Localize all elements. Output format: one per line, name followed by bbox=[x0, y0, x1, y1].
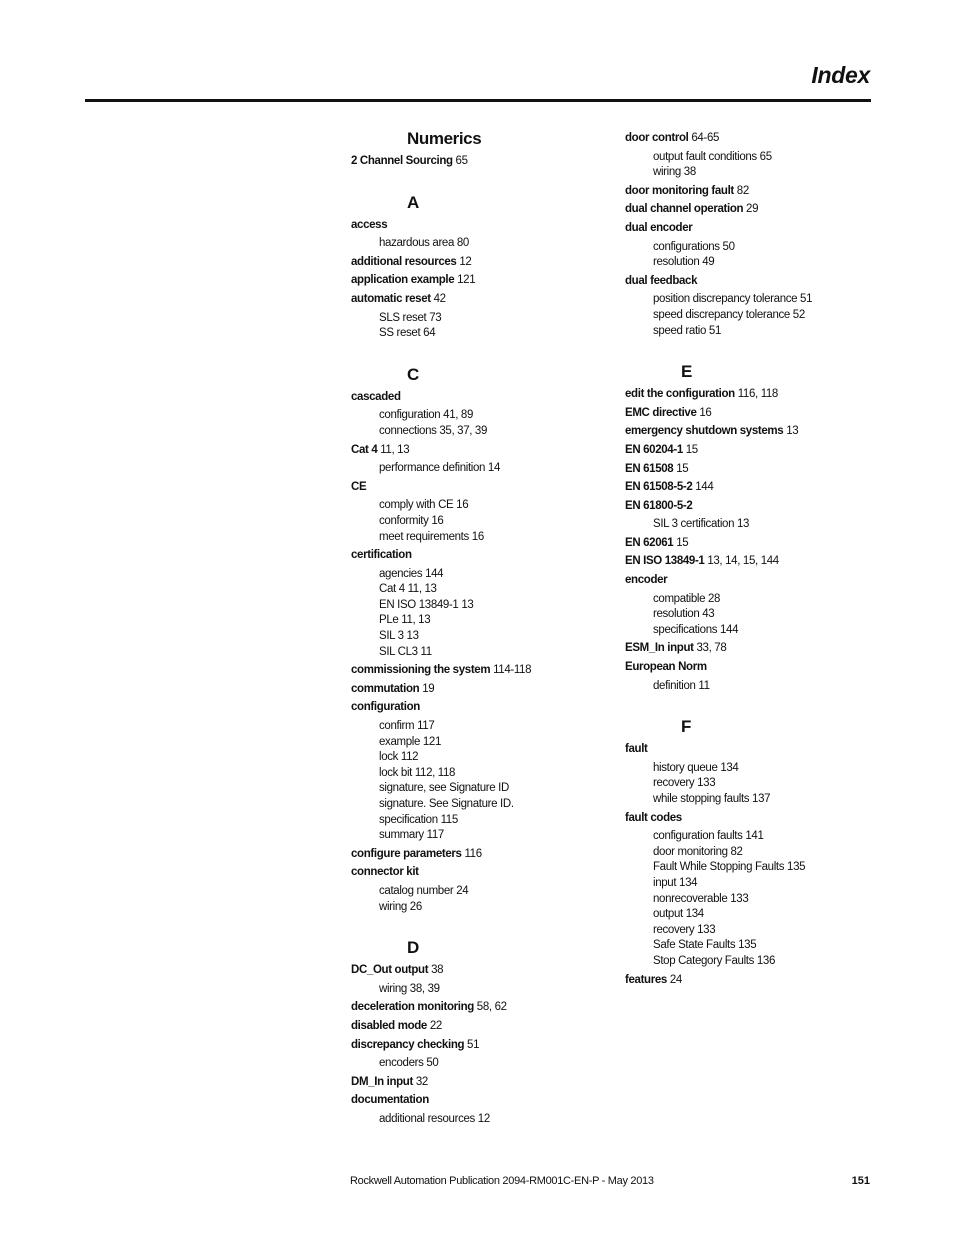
footer-page-number: 151 bbox=[851, 1175, 870, 1187]
index-section bbox=[625, 361, 885, 694]
section-heading: F bbox=[681, 717, 691, 737]
index-pages: 116 bbox=[464, 847, 482, 860]
index-term: dual channel operation bbox=[625, 203, 744, 216]
index-entry bbox=[625, 973, 885, 989]
index-subentry: EN ISO 13849-1 13 bbox=[379, 598, 474, 611]
index-subentry: wiring 38 bbox=[653, 166, 696, 179]
footer-publication: Rockwell Automation Publication 2094-RM001C-EN-P - May 2013 bbox=[350, 1175, 654, 1187]
index-pages: 51 bbox=[467, 1038, 480, 1051]
index-pages: 15 bbox=[685, 443, 698, 456]
index-subentry: nonrecoverable 133 bbox=[653, 892, 749, 905]
index-subentry: Stop Category Faults 136 bbox=[653, 954, 776, 967]
index-entry bbox=[351, 548, 611, 660]
index-subentry: specification 115 bbox=[379, 813, 458, 826]
index-term: EN 61508 bbox=[625, 462, 674, 475]
index-entry bbox=[625, 573, 885, 638]
page-title: Index bbox=[811, 62, 870, 88]
index-entry bbox=[351, 1093, 611, 1127]
index-entry bbox=[625, 641, 885, 657]
index-term: commissioning the system bbox=[351, 664, 491, 677]
index-term: application example bbox=[351, 274, 455, 287]
index-term: EN ISO 13849-1 bbox=[625, 555, 705, 568]
index-term: EN 61800-5-2 bbox=[625, 499, 693, 512]
index-term: deceleration monitoring bbox=[351, 1001, 474, 1014]
index-term: DM_In input bbox=[351, 1075, 413, 1088]
index-term: EN 62061 bbox=[625, 536, 674, 549]
index-subentry: resolution 43 bbox=[653, 608, 715, 621]
index-term: dual encoder bbox=[625, 221, 693, 234]
index-term: configure parameters bbox=[351, 847, 462, 860]
index-entry bbox=[625, 387, 885, 403]
index-entry bbox=[351, 1000, 611, 1016]
index-entry bbox=[625, 536, 885, 552]
index-term: Cat 4 bbox=[351, 443, 378, 456]
index-entry bbox=[351, 963, 611, 997]
index-pages: 11, 13 bbox=[380, 443, 410, 456]
index-pages: 22 bbox=[429, 1019, 442, 1032]
index-pages: 15 bbox=[676, 462, 689, 475]
index-term: 2 Channel Sourcing bbox=[351, 155, 453, 167]
index-entry bbox=[625, 424, 885, 440]
index-term: features bbox=[625, 973, 667, 986]
index-subentry: additional resources 12 bbox=[379, 1112, 490, 1125]
index-entry bbox=[625, 499, 885, 533]
index-term: documentation bbox=[351, 1094, 429, 1107]
index-entry bbox=[351, 865, 611, 915]
index-entry bbox=[625, 742, 885, 807]
index-subentry: Cat 4 11, 13 bbox=[379, 583, 437, 596]
index-section bbox=[351, 128, 611, 170]
index-entry bbox=[351, 154, 611, 170]
index-term: disabled mode bbox=[351, 1019, 427, 1032]
index-subentry: SLS reset 73 bbox=[379, 311, 442, 324]
index-subentry: speed ratio 51 bbox=[653, 324, 721, 337]
index-term: dual feedback bbox=[625, 274, 698, 287]
index-column-left bbox=[351, 128, 611, 1128]
index-subentry: configurations 50 bbox=[653, 240, 735, 253]
index-pages: 65 bbox=[455, 155, 468, 167]
index-entry bbox=[625, 131, 885, 181]
index-term: European Norm bbox=[625, 661, 707, 674]
index-subentry: resolution 49 bbox=[653, 256, 715, 269]
index-subentry: example 121 bbox=[379, 735, 441, 748]
index-subentry: summary 117 bbox=[379, 829, 444, 842]
index-subentry: Safe State Faults 135 bbox=[653, 939, 757, 952]
index-pages: 13, 14, 15, 144 bbox=[707, 555, 779, 568]
index-subentry: Fault While Stopping Faults 135 bbox=[653, 861, 806, 874]
index-term: cascaded bbox=[351, 390, 401, 403]
index-entry bbox=[351, 700, 611, 843]
index-entry bbox=[351, 1019, 611, 1035]
index-pages: 38 bbox=[431, 964, 444, 977]
index-term: commutation bbox=[351, 682, 420, 695]
index-subentry: SIL CL3 11 bbox=[379, 645, 432, 658]
index-subentry: wiring 38, 39 bbox=[379, 982, 440, 995]
index-subentry: recovery 133 bbox=[653, 777, 716, 790]
index-section bbox=[351, 364, 611, 915]
index-term: fault bbox=[625, 743, 648, 756]
index-entry bbox=[351, 292, 611, 342]
index-subentry: lock 112 bbox=[379, 751, 419, 764]
index-subentry: encoders 50 bbox=[379, 1057, 439, 1070]
index-entry bbox=[351, 390, 611, 440]
index-section bbox=[625, 131, 885, 339]
index-pages: 114-118 bbox=[493, 664, 532, 677]
index-entry bbox=[351, 255, 611, 271]
index-term: door monitoring fault bbox=[625, 184, 734, 197]
index-subentry: PLe 11, 13 bbox=[379, 614, 431, 627]
index-subentry: SIL 3 certification 13 bbox=[653, 518, 750, 531]
index-section bbox=[351, 192, 611, 342]
index-term: configuration bbox=[351, 701, 420, 714]
index-subentry: recovery 133 bbox=[653, 923, 716, 936]
index-subentry: SS reset 64 bbox=[379, 327, 436, 340]
index-term: additional resources bbox=[351, 255, 457, 268]
index-pages: 144 bbox=[695, 481, 714, 494]
index-pages: 33, 78 bbox=[696, 642, 727, 655]
index-entry bbox=[351, 443, 611, 477]
index-pages: 121 bbox=[457, 274, 476, 287]
index-entry bbox=[625, 221, 885, 271]
index-subentry: SIL 3 13 bbox=[379, 630, 419, 643]
index-pages: 82 bbox=[736, 184, 749, 197]
index-entry bbox=[625, 184, 885, 200]
index-entry bbox=[625, 811, 885, 970]
index-subentry: history queue 134 bbox=[653, 761, 739, 774]
index-term: connector kit bbox=[351, 866, 419, 879]
index-pages: 12 bbox=[459, 255, 472, 268]
index-subentry: conformity 16 bbox=[379, 514, 444, 527]
section-heading: Numerics bbox=[407, 129, 482, 148]
index-entry bbox=[625, 462, 885, 478]
index-term: access bbox=[351, 218, 388, 231]
index-subentry: performance definition 14 bbox=[379, 462, 501, 475]
index-entry bbox=[625, 554, 885, 570]
index-section bbox=[625, 716, 885, 988]
index-subentry: while stopping faults 137 bbox=[653, 793, 771, 805]
index-entry bbox=[351, 1075, 611, 1091]
index-pages: 64-65 bbox=[691, 132, 720, 144]
index-column-right bbox=[625, 131, 885, 988]
index-term: automatic reset bbox=[351, 292, 431, 305]
index-entry bbox=[351, 1038, 611, 1072]
index-subentry: configuration 41, 89 bbox=[379, 409, 474, 422]
index-subentry: connections 35, 37, 39 bbox=[379, 424, 488, 437]
index-subentry: definition 11 bbox=[653, 679, 710, 692]
index-subentry: catalog number 24 bbox=[379, 884, 469, 897]
index-subentry: specifications 144 bbox=[653, 623, 739, 636]
section-heading: E bbox=[681, 362, 692, 382]
index-pages: 58, 62 bbox=[476, 1001, 507, 1014]
index-pages: 24 bbox=[669, 973, 682, 986]
index-term: door control bbox=[625, 132, 689, 144]
index-subentry: compatible 28 bbox=[653, 592, 721, 605]
index-pages: 15 bbox=[676, 536, 689, 549]
index-subentry: agencies 144 bbox=[379, 567, 444, 580]
index-entry bbox=[625, 480, 885, 496]
index-entry bbox=[351, 273, 611, 289]
section-heading: D bbox=[407, 938, 419, 958]
index-entry bbox=[625, 406, 885, 422]
index-section bbox=[351, 937, 611, 1127]
index-entry bbox=[625, 443, 885, 459]
index-term: CE bbox=[351, 480, 367, 493]
index-subentry: output 134 bbox=[653, 908, 704, 921]
index-subentry: wiring 26 bbox=[379, 900, 422, 913]
index-term: discrepancy checking bbox=[351, 1038, 465, 1051]
index-term: emergency shutdown systems bbox=[625, 425, 784, 438]
index-pages: 116, 118 bbox=[737, 388, 778, 401]
index-term: edit the configuration bbox=[625, 388, 735, 401]
title-rule bbox=[85, 99, 871, 102]
index-subentry: confirm 117 bbox=[379, 720, 435, 733]
index-subentry: speed discrepancy tolerance 52 bbox=[653, 308, 805, 321]
index-entry bbox=[625, 202, 885, 218]
index-subentry: configuration faults 141 bbox=[653, 830, 764, 843]
index-subentry: lock bit 112, 118 bbox=[379, 766, 456, 779]
index-subentry: output fault conditions 65 bbox=[653, 150, 772, 163]
index-subentry: comply with CE 16 bbox=[379, 499, 469, 512]
index-entry bbox=[351, 682, 611, 698]
index-pages: 29 bbox=[746, 203, 759, 216]
index-pages: 16 bbox=[699, 406, 712, 419]
index-entry bbox=[351, 218, 611, 252]
index-entry bbox=[625, 274, 885, 339]
index-subentry: signature. See Signature ID. bbox=[379, 798, 514, 810]
index-pages: 42 bbox=[433, 292, 446, 305]
index-entry bbox=[351, 847, 611, 863]
index-entry bbox=[625, 660, 885, 694]
index-term: ESM_In input bbox=[625, 642, 694, 655]
index-pages: 13 bbox=[786, 425, 799, 438]
index-term: fault codes bbox=[625, 811, 682, 824]
index-subentry: input 134 bbox=[653, 876, 698, 889]
section-heading: A bbox=[407, 192, 419, 212]
index-term: encoder bbox=[625, 574, 668, 587]
index-subentry: meet requirements 16 bbox=[379, 530, 484, 543]
index-term: EN 60204-1 bbox=[625, 443, 683, 456]
index-term: certification bbox=[351, 549, 412, 562]
index-term: EMC directive bbox=[625, 406, 697, 419]
index-subentry: position discrepancy tolerance 51 bbox=[653, 293, 813, 306]
index-pages: 19 bbox=[422, 682, 435, 695]
section-heading: C bbox=[407, 364, 419, 384]
index-term: DC_Out output bbox=[351, 964, 429, 977]
index-subentry: hazardous area 80 bbox=[379, 237, 469, 250]
index-entry bbox=[351, 663, 611, 679]
index-subentry: signature, see Signature ID bbox=[379, 782, 509, 795]
index-entry bbox=[351, 480, 611, 545]
index-subentry: door monitoring 82 bbox=[653, 845, 743, 858]
index-term: EN 61508-5-2 bbox=[625, 481, 693, 494]
index-pages: 32 bbox=[415, 1075, 428, 1088]
